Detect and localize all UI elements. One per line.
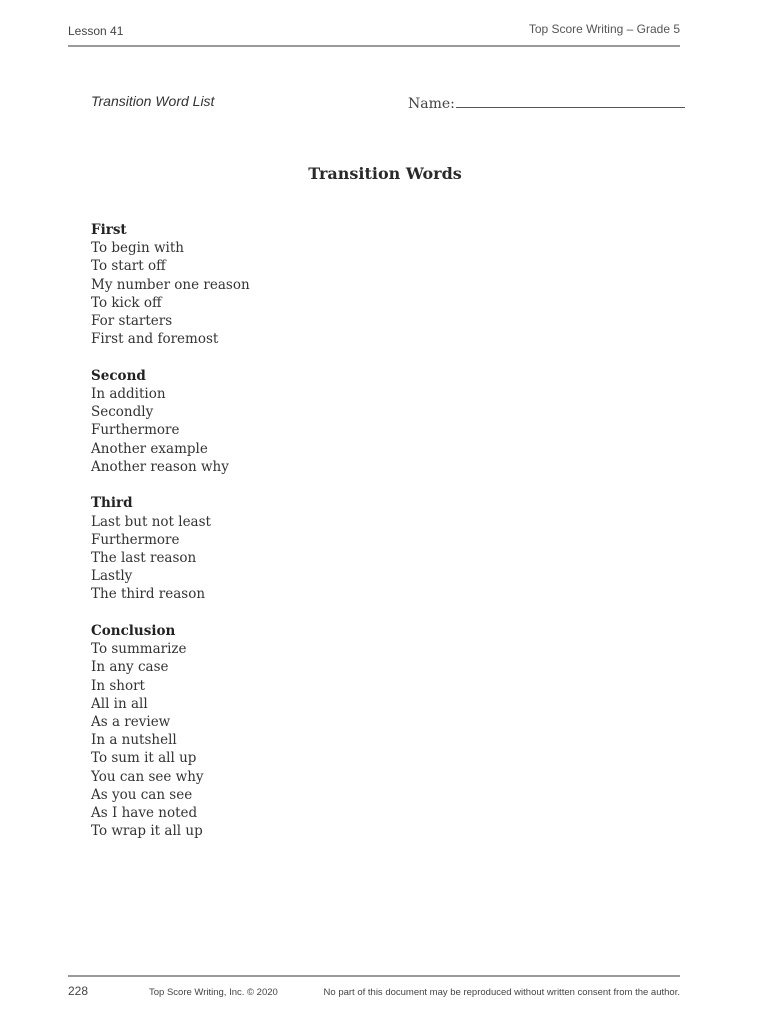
list-item: Furthermore xyxy=(91,422,180,439)
section-second xyxy=(91,367,491,476)
list-item: Furthermore xyxy=(91,531,180,548)
word-list xyxy=(91,385,491,476)
section-title: Third xyxy=(91,495,133,512)
list-item: All in all xyxy=(91,695,148,712)
list-item: My number one reason xyxy=(91,276,250,293)
list-item: In any case xyxy=(91,659,169,676)
list-item: As I have noted xyxy=(91,805,198,822)
section-title: First xyxy=(91,222,127,238)
name-field xyxy=(408,93,685,112)
page-header xyxy=(68,22,680,42)
section-title: Conclusion xyxy=(91,623,176,640)
list-item: For starters xyxy=(91,313,173,330)
copyright-text: Top Score Writing, Inc. © 2020 xyxy=(149,987,278,998)
lesson-label: Lesson 41 xyxy=(68,24,124,38)
list-item: First and foremost xyxy=(91,331,219,348)
list-item: Secondly xyxy=(91,404,154,421)
list-item: Last but not least xyxy=(91,513,211,530)
list-title: Transition Word List xyxy=(91,93,215,109)
transition-sections xyxy=(91,221,491,859)
page-footer xyxy=(68,984,680,1000)
list-item: To wrap it all up xyxy=(91,823,203,840)
list-item: Another reason why xyxy=(91,458,229,475)
list-item: To sum it all up xyxy=(91,750,197,767)
list-item: In short xyxy=(91,677,145,694)
list-item: In a nutshell xyxy=(91,732,177,749)
header-divider xyxy=(68,45,680,47)
page-number: 228 xyxy=(68,984,89,998)
name-label: Name: xyxy=(408,96,455,112)
list-item: To begin with xyxy=(91,240,184,257)
list-item: As you can see xyxy=(91,786,193,803)
section-third xyxy=(91,494,491,603)
footer-divider xyxy=(68,975,680,977)
list-item: Lastly xyxy=(91,568,133,585)
course-label: Top Score Writing – Grade 5 xyxy=(528,22,680,36)
word-list xyxy=(91,513,491,604)
name-blank-line xyxy=(456,93,685,108)
list-item: To kick off xyxy=(91,294,162,311)
list-item: You can see why xyxy=(91,768,204,785)
section-first xyxy=(91,221,491,348)
list-item: The last reason xyxy=(91,550,197,567)
page-title: Transition Words xyxy=(308,164,462,183)
list-item: To summarize xyxy=(91,641,187,658)
section-conclusion xyxy=(91,622,491,840)
reproduction-notice: No part of this document may be reproduced without written consent from the author. xyxy=(323,987,680,998)
list-item: To start off xyxy=(91,258,166,275)
list-item: The third reason xyxy=(91,586,206,603)
list-item: Another example xyxy=(91,440,208,457)
list-item: In addition xyxy=(91,386,166,403)
section-title: Second xyxy=(91,367,146,384)
word-list xyxy=(91,640,491,840)
list-item: As a review xyxy=(91,714,171,731)
word-list xyxy=(91,239,491,348)
